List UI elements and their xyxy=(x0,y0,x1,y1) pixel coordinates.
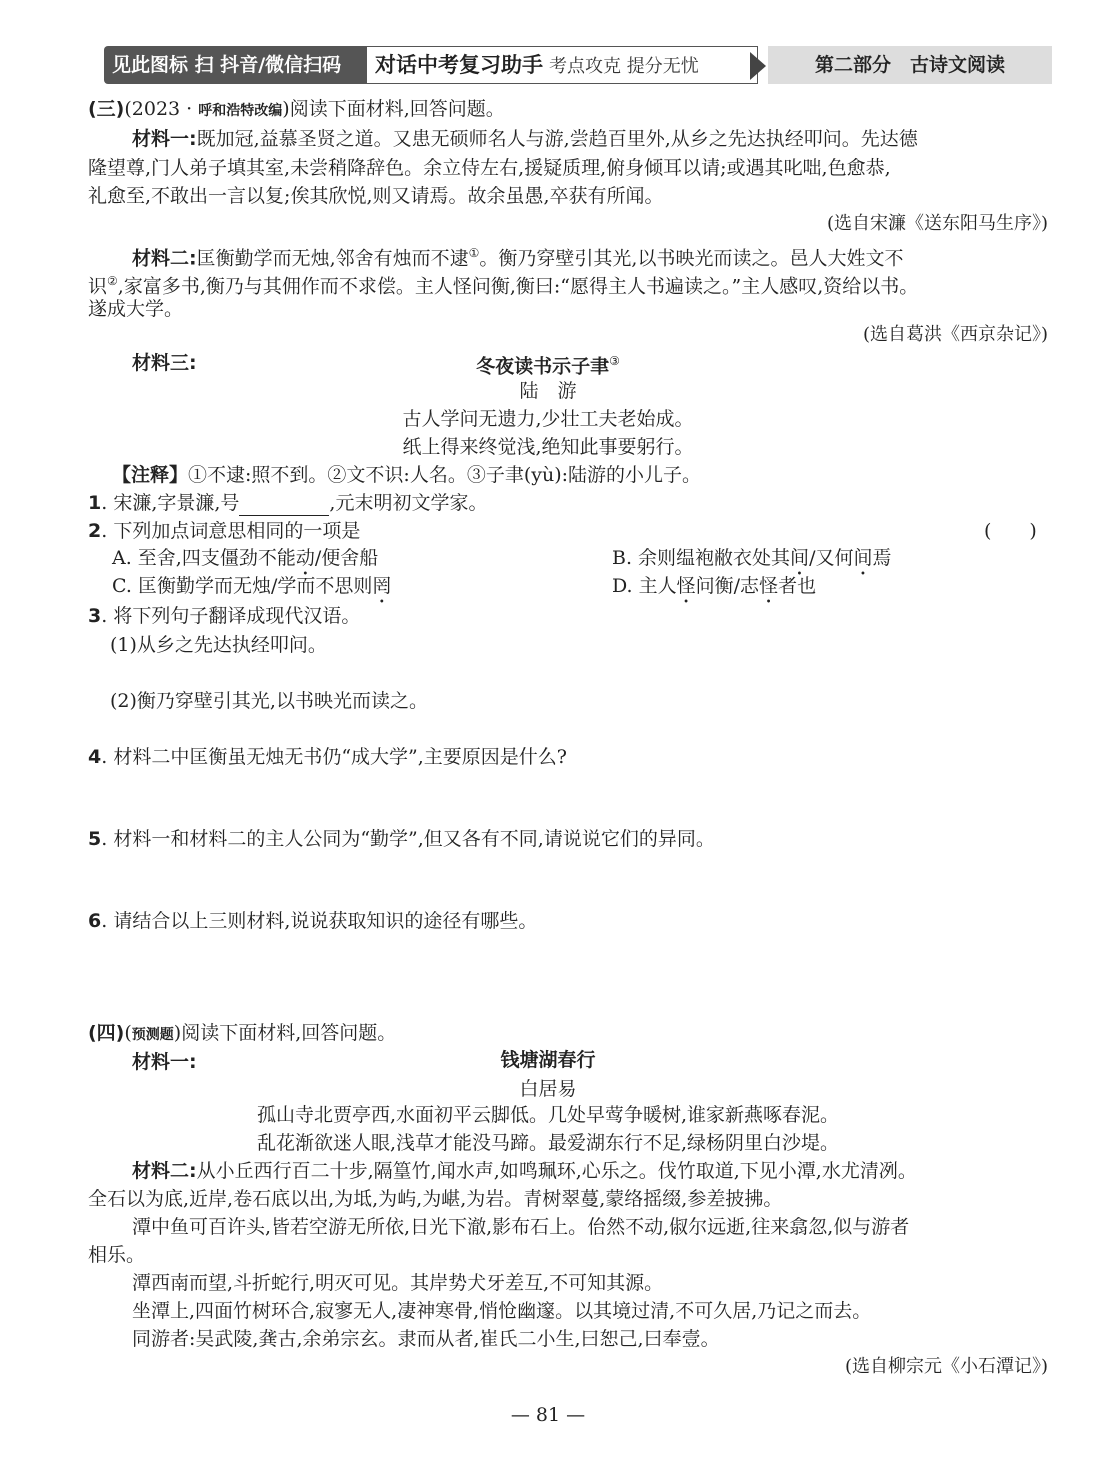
s4-poem-author: 白居易 xyxy=(519,1078,577,1100)
page-number: — 81 — xyxy=(510,1404,586,1426)
s4-paragraph-3: 潭西南而望,斗折蛇行,明灭可见。其岸势犬牙差互,不可知其源。 xyxy=(132,1272,664,1294)
option-c[interactable]: C. 匡衡勤学而无烛/学而不思则罔 xyxy=(112,575,392,597)
s4-material-2-line-1: 材料二:从小丘西行百二十步,隔篁竹,闻水声,如鸣珮环,心乐之。伐竹取道,下见小潭,水尤清冽。 xyxy=(132,1160,917,1182)
s4-material-1-label: 材料一: xyxy=(132,1051,197,1073)
s4-poem-line-2: 乱花渐欲迷人眼,浅草才能没马蹄。最爱湖东行不足,绿杨阴里白沙堤。 xyxy=(256,1132,840,1154)
poem-line-1: 古人学问无遗力,少壮工夫老始成。 xyxy=(402,408,694,430)
section-4-label: (四) xyxy=(88,1022,125,1044)
page-header xyxy=(104,46,1052,84)
question-3-part-1: (1)从乡之先达执经叩问。 xyxy=(110,634,327,656)
material-2-source: (选自葛洪《西京杂记》) xyxy=(862,324,1048,345)
poem-title: 冬夜读书示子聿③ xyxy=(476,354,620,378)
material-1-line-1: 材料一:既加冠,益慕圣贤之道。又患无硕师名人与游,尝趋百里外,从乡之先达执经叩问。先达德 xyxy=(132,128,918,150)
question-1: 1. 宋濂,字景濂,号 ,元末明初文学家。 xyxy=(88,492,488,514)
answer-parentheses[interactable]: ( ) xyxy=(984,520,1037,542)
header-subtitle: 考点攻克 提分无忧 xyxy=(549,56,699,77)
poem-line-2: 纸上得来终觉浅,绝知此事要躬行。 xyxy=(402,436,694,458)
section-3-intro: 阅读下面材料,回答问题。 xyxy=(289,98,505,120)
section-3-label: (三) xyxy=(88,98,125,120)
s4-poem-title: 钱塘湖春行 xyxy=(500,1049,596,1071)
material-3-label: 材料三: xyxy=(132,352,197,374)
material-2-line-1: 材料二:匡衡勤学而无烛,邻舍有烛而不逮①。衡乃穿壁引其光,以书映光而读之。邑人大姓文不 xyxy=(132,246,904,270)
header-assistant-banner xyxy=(366,46,758,84)
question-2: 2. 下列加点词意思相同的一项是 xyxy=(88,520,361,542)
option-b[interactable]: B. 余则缊袍敝衣处其间/又何间焉 xyxy=(612,547,892,569)
s4-paragraph-4: 坐潭上,四面竹树环合,寂寥无人,凄神寒骨,悄怆幽邃。以其境过清,不可久居,乃记之而去。 xyxy=(132,1300,872,1322)
annotations: 【注释】①不逮:照不到。②文不识:人名。③子聿(yù):陆游的小儿子。 xyxy=(112,464,702,486)
header-title: 对话中考复习助手 xyxy=(375,53,543,77)
option-a[interactable]: A. 至舍,四支僵劲不能动/便舍船 xyxy=(112,547,379,569)
s4-poem-line-1: 孤山寺北贾亭西,水面初平云脚低。几处早莺争暖树,谁家新燕啄春泥。 xyxy=(256,1104,840,1126)
answer-blank[interactable] xyxy=(239,496,329,516)
question-6: 6. 请结合以上三则材料,说说获取知识的途径有哪些。 xyxy=(88,910,538,932)
s4-paragraph-2-line-1: 潭中鱼可百许头,皆若空游无所依,日光下澈,影布石上。佁然不动,俶尔远逝,往来翕忽,似与游者 xyxy=(132,1216,910,1238)
question-4: 4. 材料二中匡衡虽无烛无书仍“成大学”,主要原因是什么? xyxy=(88,746,567,768)
header-qr-hint: 见此图标 扫 抖音/微信扫码 xyxy=(104,46,366,84)
option-d[interactable]: D. 主人怪问衡/志怪者也 xyxy=(612,575,817,597)
material-1-line-2: 隆望尊,门人弟子填其室,未尝稍降辞色。余立侍左右,援疑质理,俯身倾耳以请;或遇其叱咄,色愈恭, xyxy=(88,157,891,179)
poem-author: 陆 游 xyxy=(519,380,577,402)
s4-source: (选自柳宗元《小石潭记》) xyxy=(844,1356,1048,1377)
material-2-line-2: 识②,家富多书,衡乃与其佣作而不求偿。主人怪问衡,衡曰:“愿得主人书遍读之。”主人感叹,资给以书。 xyxy=(88,274,919,298)
question-3-part-2: (2)衡乃穿壁引其光,以书映光而读之。 xyxy=(110,690,428,712)
section-4-heading: (四)(预测题)阅读下面材料,回答问题。 xyxy=(88,1022,397,1044)
arrow-icon xyxy=(750,52,766,80)
s4-paragraph-2-line-2: 相乐。 xyxy=(88,1244,146,1266)
material-2-line-3: 遂成大学。 xyxy=(88,298,184,320)
question-5: 5. 材料一和材料二的主人公同为“勤学”,但又各有不同,请说说它们的异同。 xyxy=(88,828,715,850)
section-4-intro: 阅读下面材料,回答问题。 xyxy=(181,1022,397,1044)
material-1-line-3: 礼愈至,不敢出一言以复;俟其欣悦,则又请焉。故余虽愚,卒获有所闻。 xyxy=(88,185,664,207)
section-title: 第二部分 古诗文阅读 xyxy=(768,46,1052,84)
source-tag: 预测题 xyxy=(131,1027,174,1043)
s4-material-2-line-2: 全石以为底,近岸,卷石底以出,为坻,为屿,为嵁,为岩。青树翠蔓,蒙络摇缀,参差披拂。 xyxy=(88,1188,783,1210)
question-3: 3. 将下列句子翻译成现代汉语。 xyxy=(88,605,361,627)
section-3-heading: (三)(2023 · 呼和浩特改编)阅读下面材料,回答问题。 xyxy=(88,98,505,120)
source-tag: 呼和浩特改编 xyxy=(198,103,283,119)
s4-paragraph-5: 同游者:吴武陵,龚古,余弟宗玄。隶而从者,崔氏二小生,曰恕己,曰奉壹。 xyxy=(132,1328,720,1350)
material-1-source: (选自宋濂《送东阳马生序》) xyxy=(826,213,1048,234)
